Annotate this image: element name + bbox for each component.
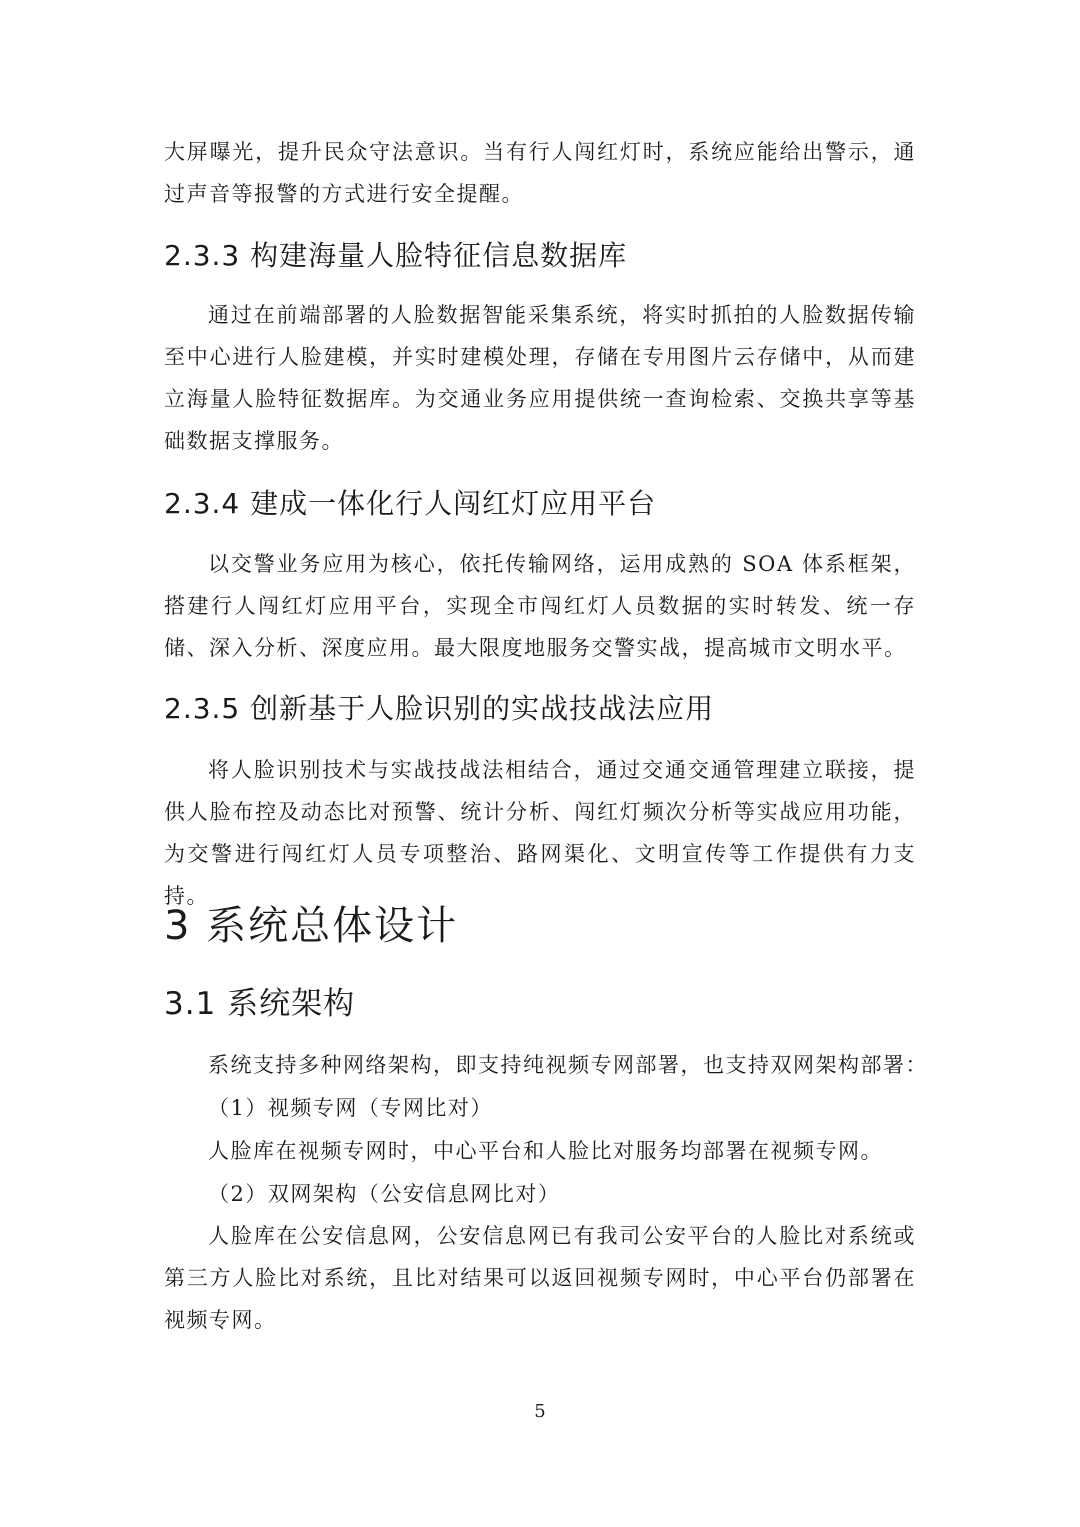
list-item-2: （2）双网架构（公安信息网比对） — [208, 1182, 561, 1206]
page-number: 5 — [534, 1401, 546, 1422]
section-2-3-5-paragraph: 将人脸识别技术与实战技战法相结合，通过交通交通管理建立联接，提供人脸布控及动态比对预警、统计分析、闯红灯频次分析等实战应用功能，为交警进行闯红灯人员专项整治、路网渠化、文明宣传等工作提供有力支持。 — [164, 758, 916, 908]
section-heading-2-3-5: 2.3.5 创新基于人脸识别的实战技战法应用 — [164, 692, 715, 725]
intro-paragraph: 大屏曝光，提升民众守法意识。当有行人闯红灯时，系统应能给出警示，通过声音等报警的方式进行安全提醒。 — [164, 140, 916, 206]
section-2-3-4-paragraph: 以交警业务应用为核心，依托传输网络，运用成熟的 SOA 体系框架，搭建行人闯红灯应用平台，实现全市闯红灯人员数据的实时转发、统一存储、深入分析、深度应用。最大限度地服务交警实战，提高城市文明水平。 — [164, 552, 916, 660]
list-item-1: （1）视频专网（专网比对） — [208, 1096, 493, 1120]
section-heading-3-1: 3.1 系统架构 — [164, 986, 356, 1022]
chapter-heading-3: 3 系统总体设计 — [164, 903, 459, 949]
list-item-2-description: 人脸库在公安信息网，公安信息网已有我司公安平台的人脸比对系统或第三方人脸比对系统，且比对结果可以返回视频专网时，中心平台仍部署在视频专网。 — [164, 1224, 916, 1332]
section-heading-2-3-3: 2.3.3 构建海量人脸特征信息数据库 — [164, 239, 628, 272]
section-heading-2-3-4: 2.3.4 建成一体化行人闯红灯应用平台 — [164, 487, 657, 520]
section-3-1-intro: 系统支持多种网络架构，即支持纯视频专网部署，也支持双网架构部署： — [208, 1053, 928, 1077]
section-2-3-3-paragraph: 通过在前端部署的人脸数据智能采集系统，将实时抓拍的人脸数据传输至中心进行人脸建模，并实时建模处理，存储在专用图片云存储中，从而建立海量人脸特征数据库。为交通业务应用提供统一查询检索、交换共享等基础数据支撑服务。 — [164, 303, 916, 453]
list-item-1-description: 人脸库在视频专网时，中心平台和人脸比对服务均部署在视频专网。 — [208, 1139, 883, 1163]
